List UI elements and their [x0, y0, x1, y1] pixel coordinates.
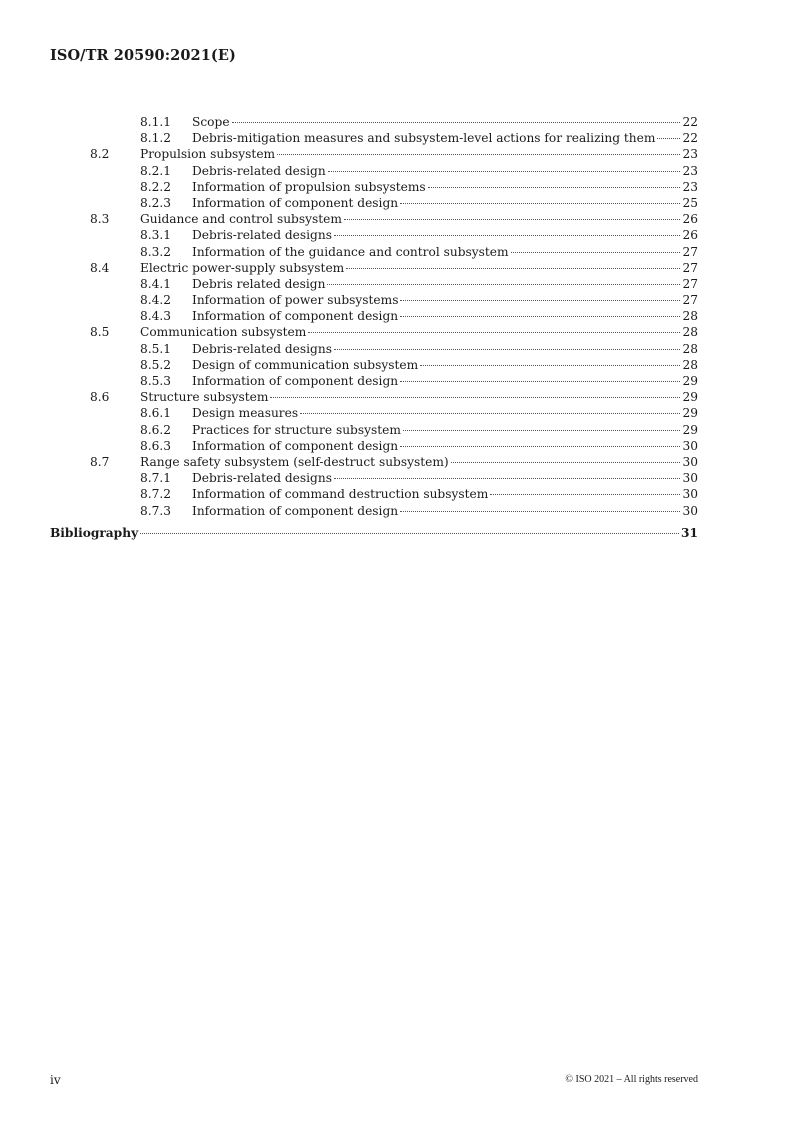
toc-entry-title: Debris related design: [192, 276, 326, 291]
toc-entry-page: 23: [682, 179, 698, 194]
toc-entry[interactable]: [50, 422, 698, 438]
toc-entry-number: 8.2.1: [140, 163, 172, 178]
toc-entry[interactable]: [50, 389, 698, 405]
toc-entry-number: 8.7.2: [140, 487, 172, 502]
toc-entry-title: Debris-related designs: [192, 471, 332, 486]
toc-entry-title: Electric power-supply subsystem: [140, 260, 345, 275]
toc-entry[interactable]: [50, 486, 698, 502]
toc-entry[interactable]: [50, 373, 698, 389]
toc-entry-title: Design measures: [192, 406, 299, 421]
toc-entry[interactable]: [50, 357, 698, 373]
toc-entry-number: 8.7.1: [140, 471, 172, 486]
toc-entry-page: 23: [682, 147, 698, 162]
toc-entry-number: 8.6.3: [140, 438, 172, 453]
toc-entry-page: 29: [682, 422, 698, 437]
toc-entry-title: Structure subsystem: [140, 390, 269, 405]
toc-entry[interactable]: [50, 308, 698, 324]
toc-entry-number: 8.5: [90, 325, 110, 340]
toc-entry-title: Information of component design: [192, 309, 399, 324]
toc-entry-title: Practices for structure subsystem: [192, 422, 401, 437]
toc-entry[interactable]: [50, 341, 698, 357]
toc-entry-number: 8.3.2: [140, 244, 172, 259]
toc-entry-page: 30: [682, 471, 698, 486]
dot-leader: [451, 462, 680, 463]
toc-entry-title: Information of component design: [192, 503, 399, 518]
toc-entry[interactable]: [50, 195, 698, 211]
dot-leader: [334, 478, 680, 479]
dot-leader: [400, 300, 680, 301]
dot-leader: [328, 171, 680, 172]
toc-entry-title: Propulsion subsystem: [140, 147, 276, 162]
dot-leader: [420, 365, 680, 366]
toc-entry-number: 8.4.3: [140, 309, 172, 324]
dot-leader: [308, 332, 680, 333]
footer-page-number: iv: [50, 1073, 61, 1087]
dot-leader: [344, 219, 680, 220]
dot-leader: [400, 316, 680, 317]
toc-entry-page: 26: [682, 228, 698, 243]
toc-entry-number: 8.7: [90, 454, 110, 469]
toc-entry-title: Communication subsystem: [140, 325, 307, 340]
dot-leader: [400, 511, 680, 512]
toc-entry[interactable]: [50, 211, 698, 227]
dot-leader: [400, 446, 680, 447]
toc-entry-number: 8.4.1: [140, 276, 172, 291]
toc-entry-page: 28: [682, 325, 698, 340]
toc-entry-page: 28: [682, 341, 698, 356]
toc-entry-number: 8.6.2: [140, 422, 172, 437]
toc-entry-title: Bibliography: [50, 525, 139, 540]
toc-entry-page: 30: [682, 487, 698, 502]
toc-entry-page: 25: [682, 195, 698, 210]
toc-entry[interactable]: [50, 244, 698, 260]
toc-entry-page: 29: [682, 374, 698, 388]
toc-entry-page: 28: [682, 357, 698, 372]
toc-entry-page: 31: [681, 525, 698, 540]
toc-entry-title: Information of component design: [192, 438, 399, 453]
dot-leader: [403, 430, 680, 431]
toc-entry[interactable]: [50, 470, 698, 486]
toc-entry-page: 22: [682, 131, 698, 146]
dot-leader: [400, 203, 680, 204]
toc-entry-number: 8.5.1: [140, 341, 172, 356]
toc-entry-page: 29: [682, 406, 698, 421]
toc-entry[interactable]: [50, 146, 698, 162]
toc-entry-number: 8.1.2: [140, 131, 172, 146]
dot-leader: [277, 154, 680, 155]
toc-entry[interactable]: [50, 163, 698, 179]
toc-entry-title: Information of component design: [192, 195, 399, 210]
toc-entry-number: 8.3.1: [140, 228, 172, 243]
dot-leader: [511, 252, 680, 253]
dot-leader: [657, 138, 680, 139]
toc-entry-number: 8.6.1: [140, 406, 172, 421]
toc-entry-page: 27: [682, 244, 698, 259]
toc-entry[interactable]: [50, 438, 698, 454]
toc-entry[interactable]: [50, 405, 698, 421]
toc-entry-title: Debris-related designs: [192, 341, 332, 356]
toc-entry-page: 29: [682, 390, 698, 405]
toc-entry-number: 8.5.2: [140, 357, 172, 372]
dot-leader: [334, 235, 680, 236]
toc-entry-number: 8.3: [90, 212, 110, 227]
toc-entry-number: 8.2: [90, 147, 110, 162]
toc-entry-number: 8.1.1: [140, 115, 172, 129]
toc-entry-title: Debris-mitigation measures and subsystem-level actions for realizing them: [192, 131, 656, 146]
toc-entry-number: 8.4.2: [140, 293, 172, 308]
toc-entry-title: Guidance and control subsystem: [140, 212, 342, 227]
toc-entry-page: 28: [682, 309, 698, 324]
toc-entry-title: Range safety subsystem (self-destruct subsystem): [140, 454, 449, 469]
toc-entry[interactable]: [50, 260, 698, 276]
toc-entry[interactable]: [50, 503, 698, 519]
toc-entry[interactable]: [50, 324, 698, 340]
toc-entry-number: 8.4: [90, 260, 110, 275]
toc-entry-number: 8.2.3: [140, 195, 172, 210]
toc-entry-page: 22: [682, 115, 698, 129]
toc-entry-title: Scope: [192, 115, 230, 129]
toc-entry[interactable]: [50, 525, 698, 541]
toc-entry[interactable]: [50, 227, 698, 243]
toc-entry-number: 8.7.3: [140, 503, 172, 518]
toc-entry-number: 8.5.3: [140, 374, 172, 388]
dot-leader: [428, 187, 680, 188]
toc-entry-page: 23: [682, 163, 698, 178]
toc-entry-title: Information of power subsystems: [192, 293, 399, 308]
document-id: ISO/TR 20590:2021(E): [50, 47, 236, 64]
dot-leader: [400, 381, 680, 382]
dot-leader: [232, 122, 680, 123]
toc-entry-title: Information of command destruction subsystem: [192, 487, 489, 502]
toc-entry[interactable]: [50, 179, 698, 195]
toc-entry[interactable]: [50, 130, 698, 146]
dot-leader: [334, 349, 680, 350]
table-of-contents: [50, 114, 698, 541]
footer-copyright: © ISO 2021 – All rights reserved: [565, 1074, 698, 1085]
toc-entry-page: 26: [682, 212, 698, 227]
toc-entry-title: Debris-related design: [192, 163, 326, 178]
dot-leader: [140, 533, 679, 534]
toc-entry-title: Information of propulsion subsystems: [192, 179, 426, 194]
toc-entry-page: 27: [682, 260, 698, 275]
toc-entry[interactable]: [50, 114, 698, 130]
toc-entry-number: 8.6: [90, 390, 110, 405]
toc-entry-page: 30: [682, 503, 698, 518]
toc-entry[interactable]: [50, 454, 698, 470]
toc-entry[interactable]: [50, 276, 698, 292]
toc-entry-page: 27: [682, 276, 698, 291]
dot-leader: [300, 413, 680, 414]
toc-entry-title: Design of communication subsystem: [192, 357, 419, 372]
toc-entry-page: 30: [682, 454, 698, 469]
dot-leader: [490, 494, 680, 495]
toc-entry[interactable]: [50, 292, 698, 308]
toc-entry-title: Debris-related designs: [192, 228, 332, 243]
dot-leader: [346, 268, 680, 269]
dot-leader: [327, 284, 680, 285]
toc-entry-number: 8.2.2: [140, 179, 172, 194]
toc-entry-title: Information of the guidance and control subsystem: [192, 244, 509, 259]
toc-entry-page: 30: [682, 438, 698, 453]
dot-leader: [270, 397, 680, 398]
toc-entry-title: Information of component design: [192, 374, 399, 388]
toc-entry-page: 27: [682, 293, 698, 308]
